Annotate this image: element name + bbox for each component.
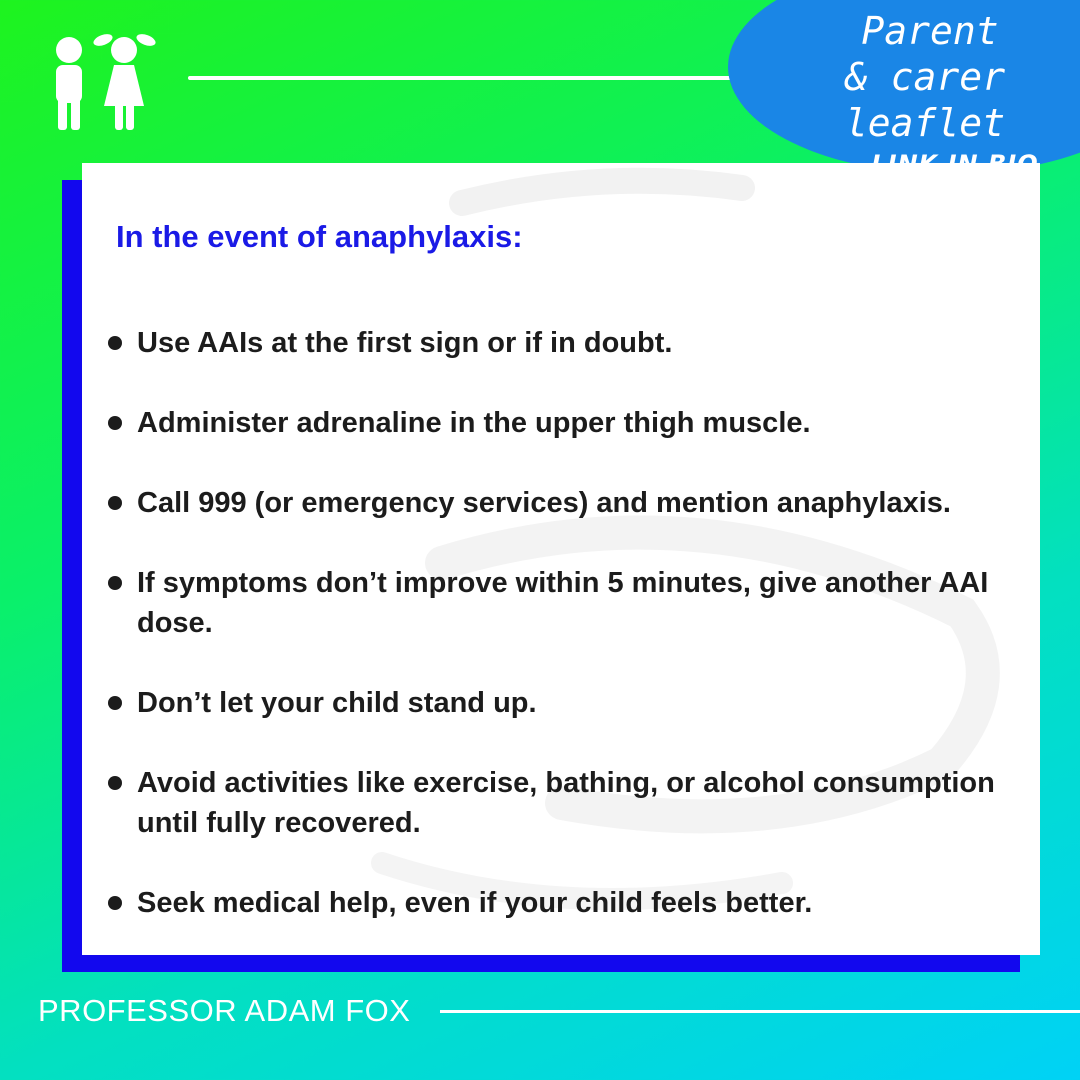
leaflet-badge-text[interactable] bbox=[760, 8, 1080, 182]
list-item-text: Call 999 (or emergency services) and mention anaphylaxis. bbox=[137, 487, 951, 519]
card-heading: In the event of anaphylaxis: bbox=[116, 219, 523, 254]
anaphylaxis-steps-list bbox=[104, 323, 1034, 955]
list-item-dont-stand bbox=[104, 683, 1034, 723]
list-item-second-dose bbox=[104, 563, 1034, 643]
footer-divider bbox=[440, 1010, 1080, 1013]
list-item-text: Seek medical help, even if your child feels better. bbox=[137, 887, 813, 919]
list-item-administer-adrenaline bbox=[104, 403, 1034, 443]
bullet-icon bbox=[108, 336, 122, 350]
list-item-text: Use AAIs at the first sign or if in doubt. bbox=[137, 327, 673, 359]
bullet-icon bbox=[108, 696, 122, 710]
bullet-icon bbox=[108, 776, 122, 790]
bullet-icon bbox=[108, 496, 122, 510]
info-card bbox=[82, 163, 1040, 955]
bullet-icon bbox=[108, 896, 122, 910]
list-item-use-aai bbox=[104, 323, 1034, 363]
author-name: PROFESSOR ADAM FOX bbox=[38, 993, 411, 1028]
list-item-text: Avoid activities like exercise, bathing, or alcohol consumption until fully recovered. bbox=[137, 767, 995, 839]
list-item-text: If symptoms don’t improve within 5 minutes, give another AAI dose. bbox=[137, 567, 989, 639]
header-divider bbox=[188, 76, 768, 80]
children-icon bbox=[50, 34, 162, 134]
list-item-avoid-activities bbox=[104, 763, 1034, 843]
list-item-seek-help bbox=[104, 883, 1034, 923]
badge-line-parent: Parent bbox=[861, 9, 999, 53]
list-item-text: Don’t let your child stand up. bbox=[137, 687, 537, 719]
bullet-icon bbox=[108, 576, 122, 590]
bullet-icon bbox=[108, 416, 122, 430]
list-item-call-999 bbox=[104, 483, 1034, 523]
badge-line-carer-leaflet: & carer leaflet bbox=[844, 55, 1006, 145]
list-item-text: Administer adrenaline in the upper thigh muscle. bbox=[137, 407, 811, 439]
